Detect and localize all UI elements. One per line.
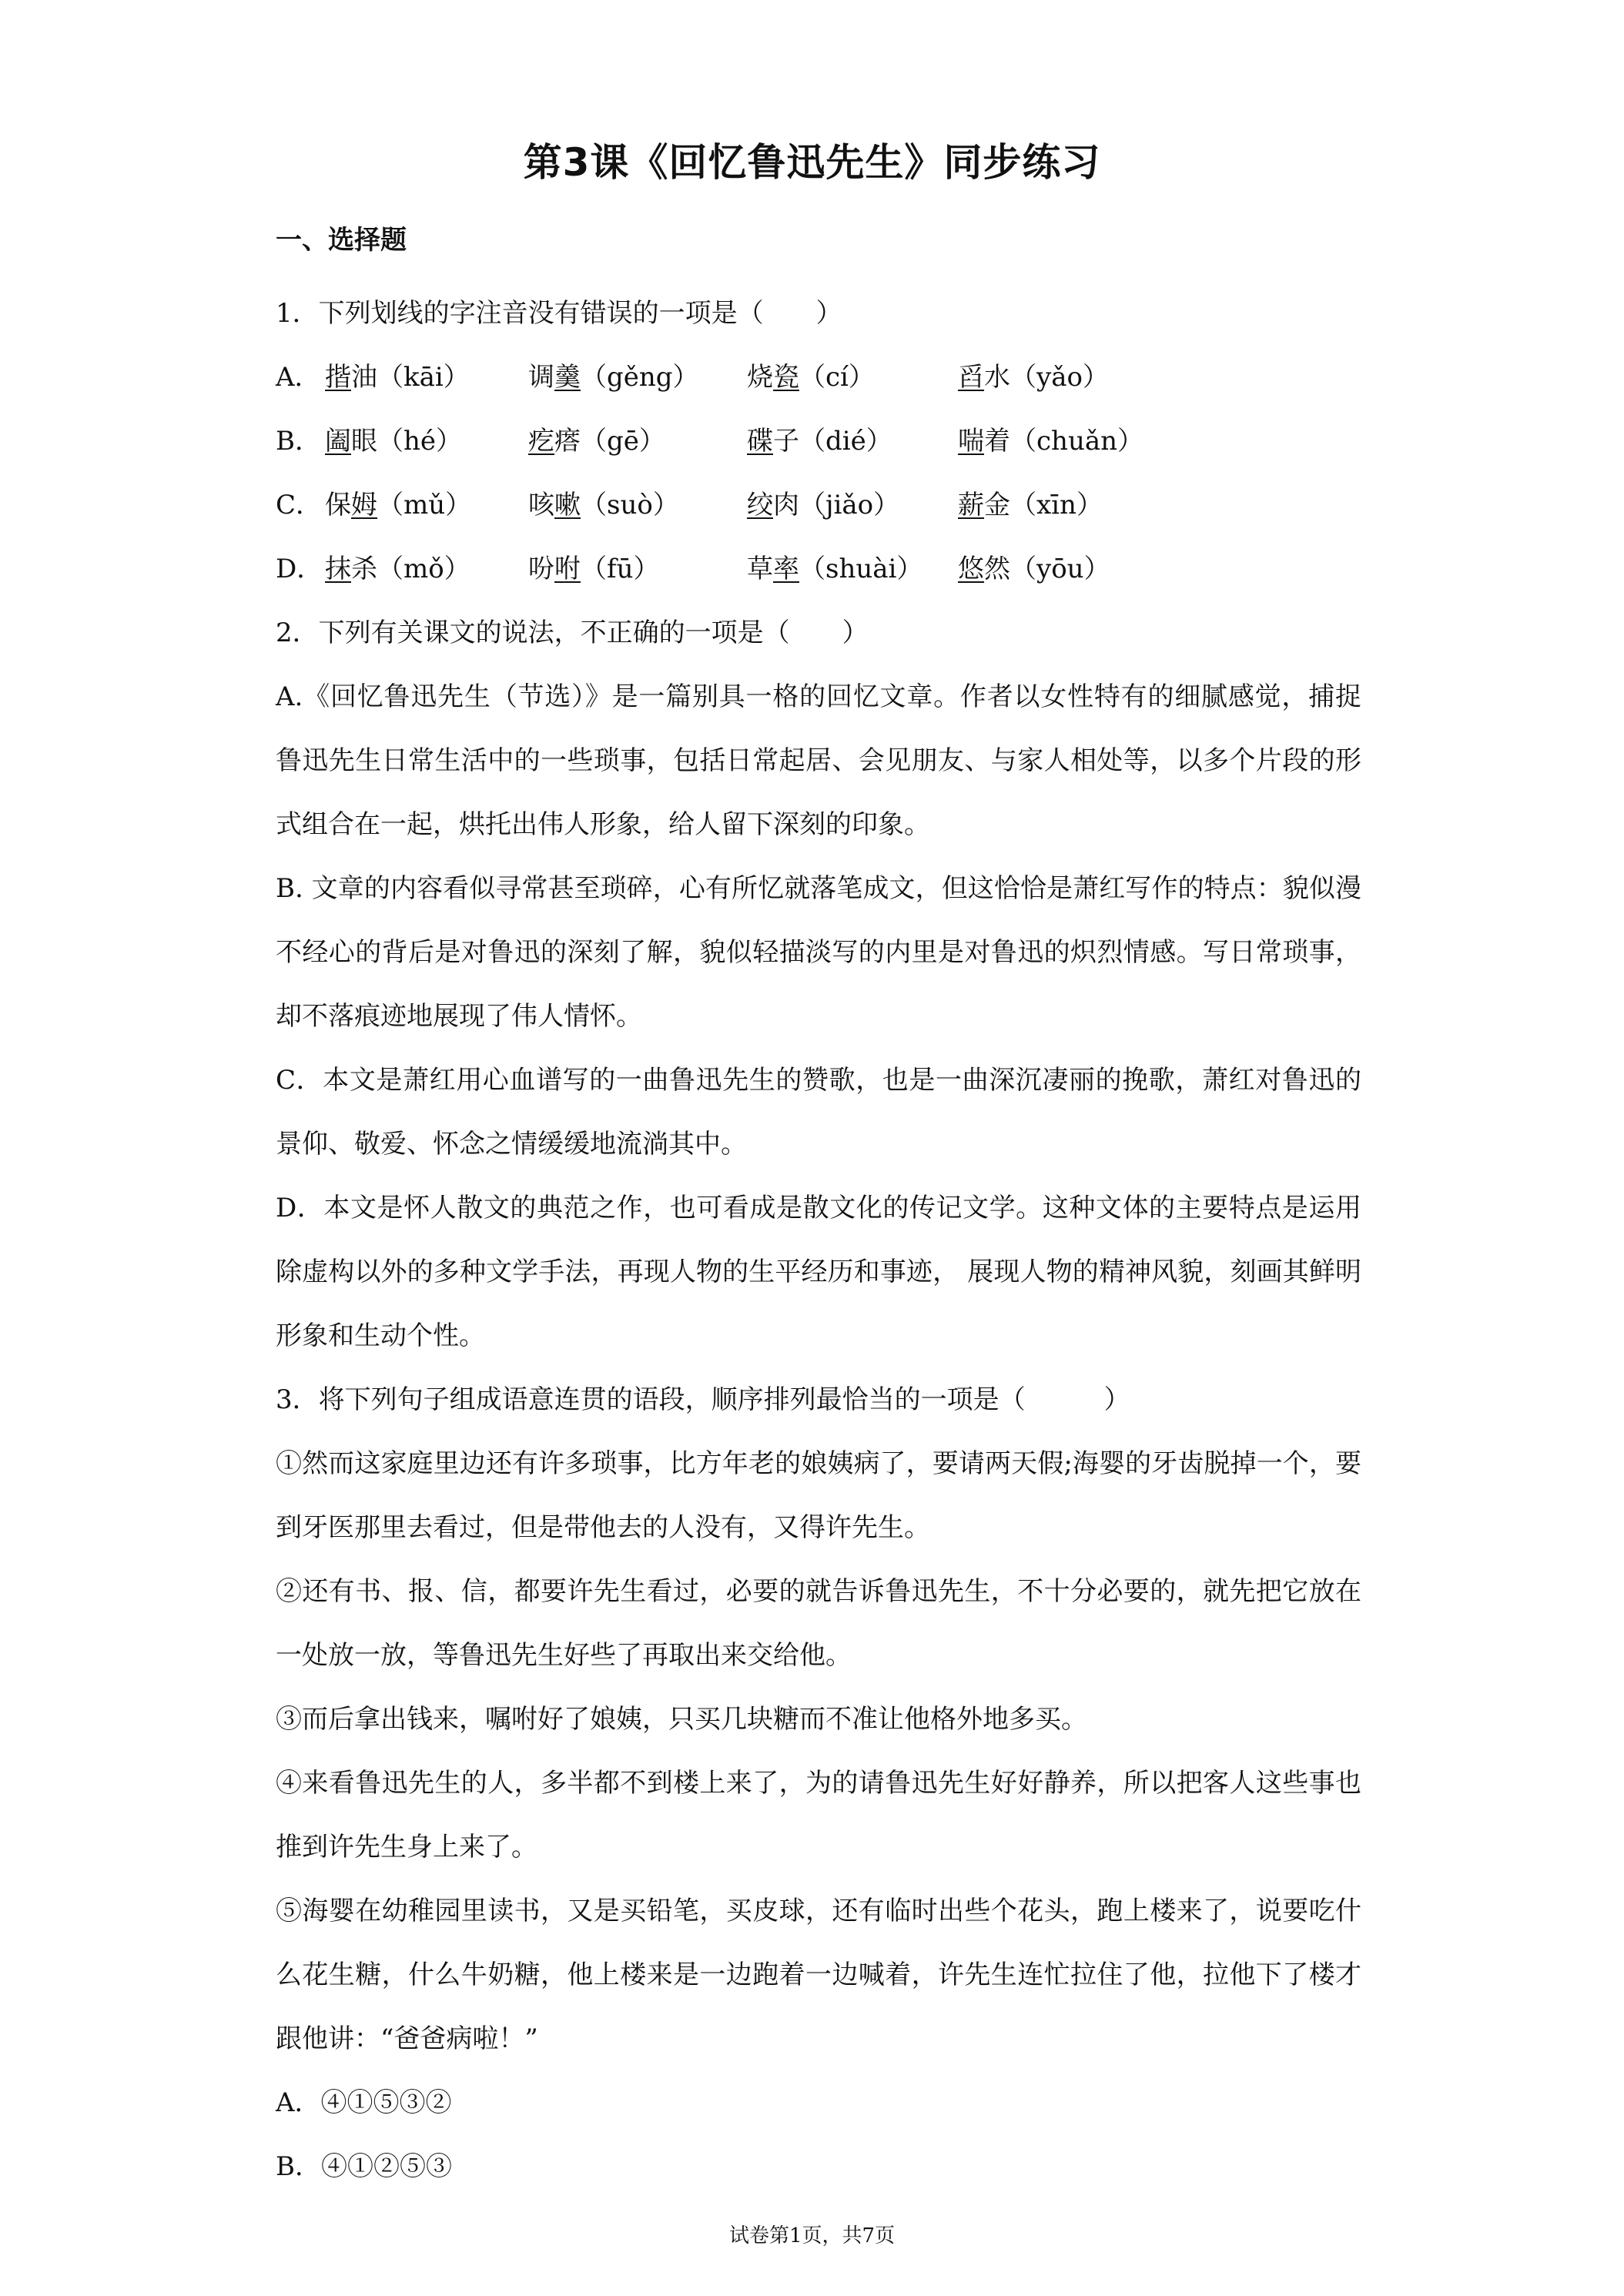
option-item [528,410,747,474]
item-text: （cí） [799,362,875,393]
option-item [958,474,1103,537]
underlined-char: 薪 [958,490,984,520]
underlined-char: 抹 [325,554,351,584]
underlined-char: 疙 [528,426,554,457]
item-prefix: 烧 [747,362,773,393]
document-body [276,217,1361,2199]
question-1-option-a [276,346,1361,410]
question-3-sentence-5: ⑤海婴在幼稚园里读书，又是买铅笔，买皮球，还有临时出些个花头，跑上楼来了，说要吃什么花生糖，什么牛奶糖，他上楼来是一边跑着一边喊着，许先生连忙拉住了他，拉他下了楼才跟他讲：“爸爸病啦！” [276,1896,1361,2054]
question-1-option-d [276,537,1361,601]
option-letter: C． [276,490,323,520]
option-item [958,410,1143,474]
question-1-option-c [276,474,1361,537]
option-item [528,474,747,537]
option-letter: D． [276,554,323,584]
option-item [747,537,958,601]
question-2-stem: 2．下列有关课文的说法，不正确的一项是（ ） [276,618,869,648]
item-text: 肉（jiǎo） [773,490,900,520]
question-3-sentence-4: ④来看鲁迅先生的人，多半都不到楼上来了，为的请鲁迅先生好好静养，所以把客人这些事也推到许先生身上来了。 [276,1768,1361,1863]
option-item [958,346,1109,410]
question-3-stem: 3．将下列句子组成语意连贯的语段，顺序排列最恰当的一项是（ ） [276,1384,1130,1415]
option-item [528,346,747,410]
section-heading-choice: 一、选择题 [276,225,407,256]
option-item [747,474,958,537]
question-3-sentence-3: ③而后拿出钱来，嘱咐好了娘姨，只买几块糖而不准让他格外地多买。 [276,1704,1087,1735]
item-text: 子（dié） [773,426,892,457]
question-3-sentence-2: ②还有书、报、信，都要许先生看过，必要的就告诉鲁迅先生，不十分必要的，就先把它放在一处放一放，等鲁迅先生好些了再取出来交给他。 [276,1576,1361,1671]
question-3-option-a: A．④①⑤③② [276,2087,452,2118]
option-item [325,410,528,474]
underlined-char: 阖 [325,426,351,457]
item-text: 水（yǎo） [984,362,1109,393]
item-text: （gěng） [581,362,699,393]
question-2-option-c: C．本文是萧红用心血谱写的一曲鲁迅先生的赞歌，也是一曲深沉凄丽的挽歌，萧红对鲁迅的景仰、敬爱、怀念之情缓缓地流淌其中。 [276,1065,1361,1160]
underlined-char: 瓷 [773,362,799,393]
underlined-char: 咐 [554,554,581,584]
question-2-option-d: D．本文是怀人散文的典范之作，也可看成是散文化的传记文学。这种文体的主要特点是运用除虚构以外的多种文学手法，再现人物的生平经历和事迹， 展现人物的精神风貌，刻画其鲜明形象和生动个性。 [276,1193,1361,1351]
item-text: 瘩（gē） [554,426,665,457]
underlined-char: 姆 [351,490,377,520]
underlined-char: 率 [773,554,799,584]
item-prefix: 草 [747,554,773,584]
underlined-char: 喘 [958,426,984,457]
item-text: （fū） [581,554,660,584]
underlined-char: 羹 [554,362,581,393]
question-1-option-b [276,410,1361,474]
item-text: 然（yōu） [984,554,1110,584]
underlined-char: 绞 [747,490,773,520]
underlined-char: 舀 [958,362,984,393]
item-prefix: 吩 [528,554,554,584]
page-footer: 试卷第1页，共7页 [728,2224,896,2247]
option-item [325,474,528,537]
item-text: 着（chuǎn） [984,426,1144,457]
page-title: 第3课《回忆鲁迅先生》同步练习 [523,140,1101,185]
option-item [958,537,1110,601]
underlined-char: 嗽 [554,490,581,520]
option-item [747,410,958,474]
underlined-char: 碟 [747,426,773,457]
item-prefix: 调 [528,362,554,393]
item-text: （suò） [581,490,679,520]
option-letter: B． [276,426,321,457]
option-item [528,537,747,601]
underlined-char: 悠 [958,554,984,584]
option-letter: A． [276,362,321,393]
option-item [325,346,528,410]
question-1-stem: 1．下列划线的字注音没有错误的一项是（ ） [276,298,842,329]
item-text: 金（xīn） [984,490,1103,520]
item-prefix: 保 [325,490,351,520]
item-text: 杀（mǒ） [351,554,470,584]
item-text: 眼（hé） [351,426,463,457]
item-text: （shuài） [799,554,923,584]
item-text: （mǔ） [377,490,472,520]
question-3-sentence-1: ①然而这家庭里边还有许多琐事，比方年老的娘姨病了，要请两天假;海婴的牙齿脱掉一个，要到牙医那里去看过，但是带他去的人没有，又得许先生。 [276,1448,1361,1543]
option-item [325,537,528,601]
question-2-option-b: B. 文章的内容看似寻常甚至琐碎，心有所忆就落笔成文，但这恰恰是萧红写作的特点：貌似漫不经心的背后是对鲁迅的深刻了解，貌似轻描淡写的内里是对鲁迅的炽烈情感。写日常琐事，却不落痕迹地展现了伟人情怀。 [276,873,1361,1032]
underlined-char: 揩 [325,362,351,393]
option-item [747,346,958,410]
item-prefix: 咳 [528,490,554,520]
item-text: 油（kāi） [351,362,470,393]
question-3-option-b: B．④①②⑤③ [276,2151,452,2182]
question-2-option-a: A.《回忆鲁迅先生（节选）》是一篇别具一格的回忆文章。作者以女性特有的细腻感觉，捕捉鲁迅先生日常生活中的一些琐事，包括日常起居、会见朋友、与家人相处等，以多个片段的形式组合在一起，烘托出伟人形象，给人留下深刻的印象。 [276,681,1361,840]
